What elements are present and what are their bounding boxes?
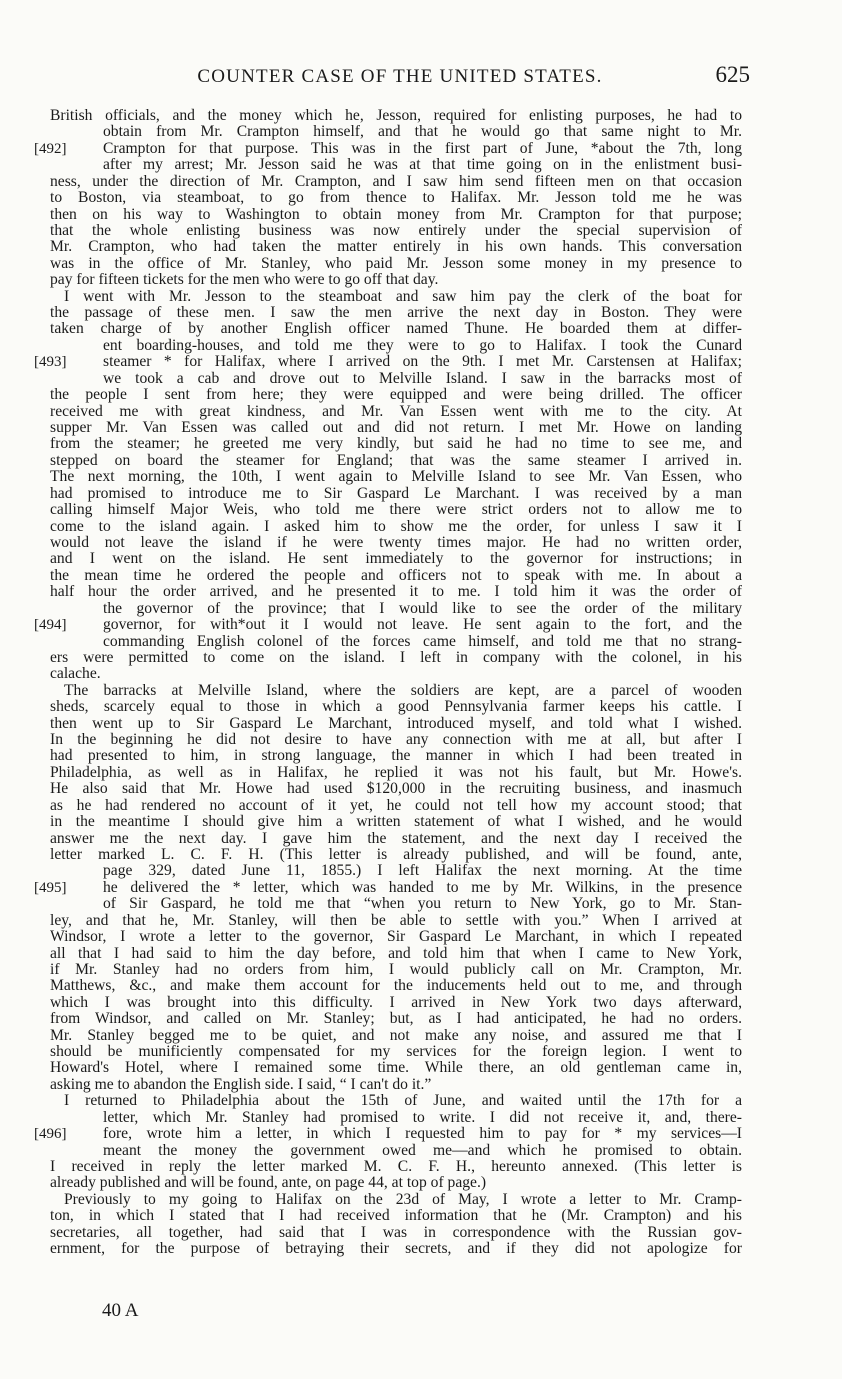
line-text: obtain from Mr. Crampton himself, and that he would go that same night to Mr. <box>103 123 742 141</box>
line-text: then went up to Sir Gaspard Le Marchant, introduced myself, and told what I wished. <box>50 714 742 732</box>
line-text: Mr. Crampton, who had taken the matter entirely in his own hands. This conversation <box>50 238 742 256</box>
line-text: calache. <box>50 665 101 683</box>
text-line <box>0 1126 842 1142</box>
line-text: I went with Mr. Jesson to the steamboat and saw him pay the clerk of the boat for <box>64 287 742 305</box>
line-text: received me with great kindness, and Mr. Van Essen went with me to the city. At <box>50 402 742 420</box>
text-line <box>0 617 842 633</box>
text-line <box>0 141 842 157</box>
text-line <box>0 1110 842 1126</box>
line-text: Crampton for that purpose. This was in the first part of June, *about the 7th, long <box>103 139 742 157</box>
text-line <box>0 1093 842 1109</box>
line-text: then on his way to Washington to obtain money from Mr. Crampton for that purpose; <box>50 205 742 223</box>
line-text: the passage of these men. I saw the men arrive the next day in Boston. They were <box>50 304 742 322</box>
text-line <box>0 732 842 748</box>
text-line <box>0 157 842 173</box>
text-line <box>0 699 842 715</box>
line-text: letter, which Mr. Stanley had promised to write. I did not receive it, and, there- <box>103 1108 742 1126</box>
line-text: ent boarding-houses, and told me they were to go to Halifax. I took the Cunard <box>103 336 742 354</box>
text-line <box>0 1225 842 1241</box>
line-text: he delivered the * letter, which was handed to me by Mr. Wilkins, in the presence <box>103 878 742 896</box>
line-text: the people I sent from here; they were equipped and were being drilled. The officer <box>50 386 742 404</box>
text-line <box>0 1143 842 1159</box>
text-line <box>0 831 842 847</box>
text-line <box>0 1175 842 1191</box>
text-line <box>0 289 842 305</box>
text-line <box>0 896 842 912</box>
text-line <box>0 913 842 929</box>
margin-page-reference: [492] <box>34 140 67 157</box>
line-text: all that I had said to him the day before, and told him that when I came to New York, <box>50 944 742 962</box>
line-text: already published and will be found, ante, on page 44, at top of page.) <box>50 1174 487 1192</box>
margin-page-reference: [493] <box>34 354 67 371</box>
text-line <box>0 929 842 945</box>
text-line <box>0 256 842 272</box>
line-text: after my arrest; Mr. Jesson said he was at that time going on in the enlistment busi- <box>103 156 742 174</box>
text-line <box>0 666 842 682</box>
text-line <box>0 1208 842 1224</box>
line-text: fore, wrote him a letter, in which I requested him to pay for * my services—I <box>103 1125 742 1143</box>
text-line <box>0 847 842 863</box>
line-text: calling himself Major Weis, who told me there were strict orders not to allow me to <box>50 501 742 519</box>
line-text: to Boston, via steamboat, to go from thence to Halifax. Mr. Jesson told me he was <box>50 189 742 207</box>
line-text: answer me the next day. I gave him the statement, and the next day I received the <box>50 829 742 847</box>
line-text: meant the money the government owed me—and which he promised to obtain. <box>103 1141 742 1159</box>
text-line <box>0 962 842 978</box>
text-line <box>0 650 842 666</box>
page-number: 625 <box>715 62 750 87</box>
line-text: Matthews, &c., and make them account for the inducements held out to me, and through <box>50 977 742 995</box>
line-text: British officials, and the money which he, Jesson, required for enlisting purposes, he had to <box>50 107 742 124</box>
line-text: Philadelphia, as well as in Halifax, he replied it was not his fault, but Mr. Howe's. <box>50 763 742 781</box>
line-text: ernment, for the purpose of betraying their secrets, and if they did not apologize for <box>50 1240 742 1258</box>
running-title: COUNTER CASE OF THE UNITED STATES. <box>197 66 603 87</box>
line-text: page 329, dated June 11, 1855.) I left Halifax the next morning. At the time <box>103 862 742 880</box>
text-line <box>0 1028 842 1044</box>
line-text: from Windsor, and called on Mr. Stanley; but, as I had anticipated, he had no orders. <box>50 1010 742 1028</box>
text-line <box>0 519 842 535</box>
text-line <box>0 880 842 896</box>
text-line <box>0 995 842 1011</box>
line-text: the mean time he ordered the people and officers not to speak with me. In about a <box>50 566 742 584</box>
line-text: the governor of the province; that I would like to see the order of the military <box>103 599 742 617</box>
line-text: had presented to him, in strong language, the manner in which I had been treated in <box>50 747 742 765</box>
line-text: letter marked L. C. F. H. (This letter is already published, and will be found, ante, <box>50 845 742 863</box>
line-text: taken charge of by another English officer named Thune. He boarded them at differ- <box>50 320 742 338</box>
text-line <box>0 535 842 551</box>
text-line <box>0 798 842 814</box>
line-text: sheds, scarcely equal to those in which a good Pennsylvania farmer keeps his cattle. I <box>50 698 742 716</box>
text-line <box>0 453 842 469</box>
line-text: would not leave the island if he were twenty times major. He had no written order, <box>50 533 742 551</box>
text-line <box>0 814 842 830</box>
text-line <box>0 1077 842 1093</box>
text-line <box>0 601 842 617</box>
text-line <box>0 634 842 650</box>
text-line <box>0 387 842 403</box>
line-text: Mr. Stanley begged me to be quiet, and not make any noise, and assured me that I <box>50 1026 742 1044</box>
line-text: In the beginning he did not desire to have any connection with me at all, but after I <box>50 731 742 749</box>
text-line <box>0 305 842 321</box>
text-line <box>0 568 842 584</box>
running-header <box>50 62 750 92</box>
text-line <box>0 1159 842 1175</box>
text-line <box>0 436 842 452</box>
line-text: stepped on board the steamer for England; that was the same steamer I arrived in. <box>50 451 742 469</box>
line-text: I received in reply the letter marked M. C. F. H., hereunto annexed. (This letter is <box>50 1158 742 1175</box>
line-text: pay for fifteen tickets for the men who were to go off that day. <box>50 271 439 289</box>
line-text: which I was brought into this difficulty. I arrived in New York two days afterward, <box>50 993 742 1011</box>
line-text: had promised to introduce me to Sir Gaspard Le Marchant. I was received by a man <box>50 484 742 502</box>
line-text: we took a cab and drove out to Melville Island. I saw in the barracks most of <box>103 369 742 387</box>
line-text: asking me to abandon the English side. I said, “ I can't do it.” <box>50 1075 432 1093</box>
text-line <box>0 584 842 600</box>
text-line <box>0 1011 842 1027</box>
line-text: supper Mr. Van Essen was called out and did not return. I met Mr. Howe on landing <box>50 419 742 437</box>
text-line <box>0 716 842 732</box>
text-line <box>0 765 842 781</box>
line-text: He also said that Mr. Howe had used $120,000 in the recruiting business, and inasmuch <box>50 780 742 798</box>
line-text: commanding English colonel of the forces came himself, and told me that no strang- <box>103 632 742 650</box>
text-line <box>0 174 842 190</box>
text-line <box>0 978 842 994</box>
text-line <box>0 502 842 518</box>
line-text: secretaries, all together, had said that I was in correspondence with the Russian gov- <box>50 1223 742 1241</box>
text-line <box>0 404 842 420</box>
margin-page-reference: [494] <box>34 617 67 634</box>
line-text: Previously to my going to Halifax on the 23d of May, I wrote a letter to Mr. Cramp- <box>64 1190 742 1208</box>
text-line <box>0 354 842 370</box>
text-line <box>0 338 842 354</box>
text-line <box>0 272 842 288</box>
line-text: Howard's Hotel, where I remained some time. While there, an old gentleman came in, <box>50 1059 742 1077</box>
text-line <box>0 371 842 387</box>
text-line <box>0 124 842 140</box>
text-line <box>0 420 842 436</box>
line-text: ley, and that he, Mr. Stanley, will then be able to settle with you.” When I arrived at <box>50 911 742 929</box>
text-line <box>0 1241 842 1257</box>
line-text: Windsor, I wrote a letter to the governor, Sir Gaspard Le Marchant, in which I repeated <box>50 928 742 946</box>
text-line <box>0 946 842 962</box>
text-line <box>0 1192 842 1208</box>
text-line <box>0 1044 842 1060</box>
text-line <box>0 863 842 879</box>
text-line <box>0 683 842 699</box>
line-text: governor, for with*out it I would not leave. He sent again to the fort, and the <box>103 616 742 634</box>
text-line <box>0 239 842 255</box>
text-line <box>0 223 842 239</box>
line-text: ers were permitted to come on the island. I left in company with the colonel, in his <box>50 648 742 666</box>
line-text: The next morning, the 10th, I went again to Melville Island to see Mr. Van Essen, who <box>50 468 742 486</box>
signature-mark: 40 A <box>102 1300 139 1321</box>
text-line <box>0 486 842 502</box>
text-line <box>0 1060 842 1076</box>
line-text: was in the office of Mr. Stanley, who paid Mr. Jesson some money in my presence to <box>50 254 742 272</box>
line-text: ton, in which I stated that I had received information that he (Mr. Crampton) and his <box>50 1207 742 1225</box>
line-text: steamer * for Halifax, where I arrived on the 9th. I met Mr. Carstensen at Halifax; <box>103 353 742 371</box>
margin-page-reference: [496] <box>34 1126 67 1143</box>
line-text: ness, under the direction of Mr. Crampton, and I saw him send fifteen men on that occasion <box>50 172 742 190</box>
line-text: from the steamer; he greeted me very kindly, but said he had no time to see me, and <box>50 435 742 453</box>
line-text: come to the island again. I asked him to show me the order, for unless I saw it I <box>50 517 742 535</box>
line-text: as he had rendered no account of it yet, he could not tell how my account stood; that <box>50 796 742 814</box>
line-text: of Sir Gaspard, he told me that “when you return to New York, go to Mr. Stan- <box>103 895 742 913</box>
text-line <box>0 551 842 567</box>
line-text: that the whole enlisting business was now entirely under the special supervision of <box>50 221 742 239</box>
text-line <box>0 781 842 797</box>
text-line <box>0 108 842 124</box>
line-text: and I went on the island. He sent immediately to the governor for instructions; in <box>50 550 742 568</box>
text-line <box>0 207 842 223</box>
body-text <box>0 108 842 1258</box>
line-text: in the meantime I should give him a written statement of what I wished, and he would <box>50 813 742 831</box>
text-line <box>0 748 842 764</box>
text-line <box>0 190 842 206</box>
line-text: should be munificiently compensated for my services for the foreign legion. I went to <box>50 1043 742 1061</box>
margin-page-reference: [495] <box>34 879 67 896</box>
line-text: The barracks at Melville Island, where the soldiers are kept, are a parcel of wooden <box>64 681 742 699</box>
line-text: if Mr. Stanley had no orders from him, I would publicly call on Mr. Crampton, Mr. <box>50 960 742 978</box>
text-line <box>0 469 842 485</box>
text-line <box>0 321 842 337</box>
line-text: half hour the order arrived, and he presented it to me. I told him it was the order of <box>50 583 742 601</box>
line-text: I returned to Philadelphia about the 15th of June, and waited until the 17th for a <box>64 1092 742 1110</box>
